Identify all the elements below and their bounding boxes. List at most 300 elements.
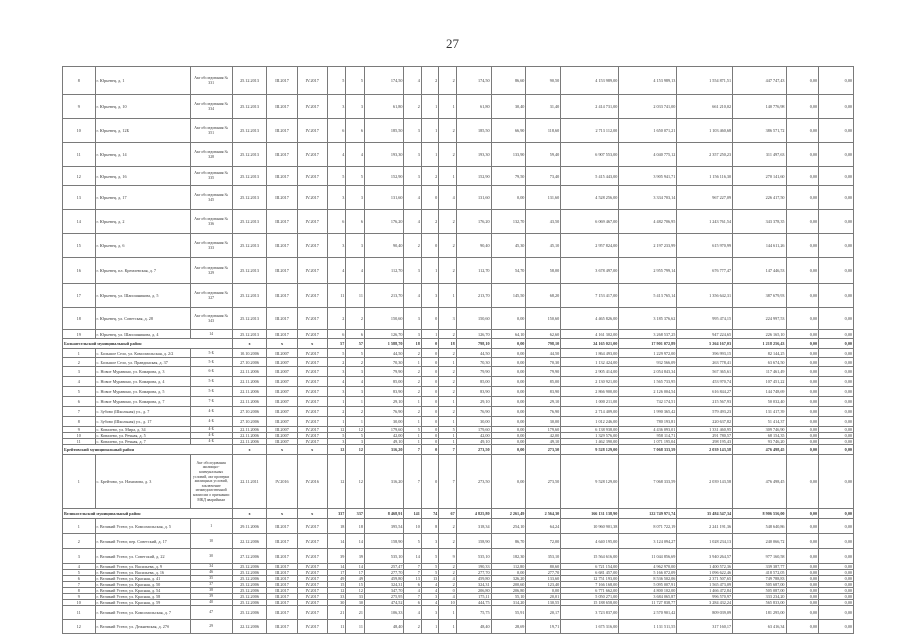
cell-area-3: 19,71 xyxy=(526,620,561,634)
section-cell-count-a: 57 xyxy=(327,339,346,349)
cell-area-1: 30,00 xyxy=(456,417,491,427)
cell-start-period: IV.2016 xyxy=(267,455,297,509)
cell-area-total: 324,31 xyxy=(364,582,403,588)
cell-area-3: 83,90 xyxy=(526,387,561,397)
cell-cost-5: 0,00 xyxy=(819,387,854,397)
cell-document-date: 25.12.2006 xyxy=(232,570,267,576)
cell-cost-2: 396 993,15 xyxy=(677,349,733,358)
table-row xyxy=(63,549,854,564)
cell-document-date: 25.12.2013 xyxy=(232,284,267,308)
cell-area-3: 273,50 xyxy=(526,455,561,509)
cell-area-3: 68,20 xyxy=(526,284,561,308)
cell-document-date: 25.12.2013 xyxy=(232,119,267,143)
cell-area-2: 0,00 xyxy=(491,377,526,387)
cell-area-1: 190,33 xyxy=(456,564,491,570)
cell-count-b: 4 xyxy=(346,143,365,167)
cell-cost-total: 2 130 921,00 xyxy=(561,377,619,387)
section-cell-cost-4: 0,00 xyxy=(786,509,819,519)
cell-cost-2: 2 241 191,36 xyxy=(677,519,733,534)
section-cell-cost-5: 0,00 xyxy=(819,445,854,455)
section-cell-cost-2: 2 039 143,58 xyxy=(677,445,733,455)
section-cell-count-d: 74 xyxy=(421,509,438,519)
cell-cost-5: 0,00 xyxy=(819,433,854,439)
cell-row-number: 8 xyxy=(63,67,96,95)
cell-address: г. Великий Устюг, ул. Комсомольская, д. 7 xyxy=(95,606,190,620)
cell-area-3: 179,60 xyxy=(526,427,561,433)
cell-row-number: 13 xyxy=(63,186,96,210)
table-body xyxy=(63,67,854,634)
cell-area-3: 79,90 xyxy=(526,367,561,377)
cell-cost-3: 93 746,20 xyxy=(733,439,786,445)
cell-count-c: 3 xyxy=(404,143,421,167)
cell-count-c: 4 xyxy=(404,588,421,594)
cell-area-total: 83,90 xyxy=(364,387,403,397)
cell-document-date: 22.11.2006 xyxy=(232,377,267,387)
section-cell-cost-1: 17 901 072,89 xyxy=(619,339,677,349)
cell-area-1: 49,10 xyxy=(456,439,491,445)
cell-document-date: 10.10.2006 xyxy=(232,349,267,358)
cell-address: с. Ковалево, ул. Речная, д. 7 xyxy=(95,439,190,445)
section-cell-area-1: 4 825,80 xyxy=(456,509,491,519)
cell-count-c: 6 xyxy=(404,582,421,588)
table-row xyxy=(63,367,854,377)
cell-count-e: 2 xyxy=(439,349,456,358)
cell-area-2: 0,00 xyxy=(491,186,526,210)
cell-document-date: 25.12.2013 xyxy=(232,258,267,284)
cell-cost-5: 0,00 xyxy=(819,308,854,330)
cell-address: г. Юрьевец, д. 14 xyxy=(95,143,190,167)
section-cell-cost-total: 9 528 129,00 xyxy=(561,445,619,455)
cell-cost-1: 2 197 233,99 xyxy=(619,234,677,258)
cell-count-a: 3 xyxy=(327,367,346,377)
cell-cost-2: 1 028 234,13 xyxy=(677,534,733,549)
cell-start-period: III.2017 xyxy=(267,588,297,594)
cell-cost-3: 63 416,34 xyxy=(733,620,786,634)
cell-area-2: 0,00 xyxy=(491,358,526,367)
cell-cost-3: 309 746,90 xyxy=(733,427,786,433)
cell-cost-3: 144 611,26 xyxy=(733,234,786,258)
cell-document-date: 27.10.2006 xyxy=(232,407,267,417)
cell-area-2: 133,90 xyxy=(491,143,526,167)
cell-end-period: IV.2017 xyxy=(297,397,327,407)
cell-start-period: III.2017 xyxy=(267,234,297,258)
cell-cost-5: 0,00 xyxy=(819,119,854,143)
cell-count-c: 2 xyxy=(404,377,421,387)
cell-cost-total: 1 864 493,00 xyxy=(561,349,619,358)
cell-document-date: 25.12.2013 xyxy=(232,143,267,167)
cell-area-total: 395,54 xyxy=(364,519,403,534)
section-cell-count-c: 7 xyxy=(404,445,421,455)
cell-area-3: 45,10 xyxy=(526,234,561,258)
cell-end-period: IV.2017 xyxy=(297,427,327,433)
cell-cost-4: 0,00 xyxy=(786,534,819,549)
cell-cost-1: 3 185 376,62 xyxy=(619,308,677,330)
cell-count-c: 1 xyxy=(404,358,421,367)
cell-count-d: 0 xyxy=(421,186,438,210)
cell-count-d: 0 xyxy=(421,417,438,427)
section-cell-document-date: x xyxy=(232,509,267,519)
cell-count-b: 3 xyxy=(346,95,365,119)
cell-cost-3: 226 165,10 xyxy=(733,330,786,339)
cell-count-b: 1 xyxy=(346,397,365,407)
cell-area-2: 0,00 xyxy=(491,570,526,576)
cell-area-1: 193,30 xyxy=(456,143,491,167)
cell-row-number: 8 xyxy=(63,417,96,427)
cell-cost-1: 11 727 838,77 xyxy=(619,600,677,606)
cell-address: г. Юрьевец, ул. Советская, д. 28 xyxy=(95,308,190,330)
cell-area-2: 182,30 xyxy=(491,549,526,564)
cell-cost-total: 9 528 129,00 xyxy=(561,455,619,509)
cell-end-period: IV.2017 xyxy=(297,570,327,576)
cell-area-2: 66,90 xyxy=(491,119,526,143)
cell-area-2: 45,30 xyxy=(491,234,526,258)
cell-document-date: 22.11.2006 xyxy=(232,427,267,433)
section-cell-document-date: x xyxy=(232,445,267,455)
cell-document: 4-Б xyxy=(190,407,232,417)
cell-cost-5: 0,00 xyxy=(819,210,854,234)
cell-cost-4: 0,00 xyxy=(786,95,819,119)
cell-document-date: 25.12.2013 xyxy=(232,167,267,186)
cell-area-1: 176,20 xyxy=(456,210,491,234)
cell-cost-1: 1 229 972,00 xyxy=(619,349,677,358)
cell-count-e: 2 xyxy=(439,407,456,417)
cell-area-3: 76,90 xyxy=(526,407,561,417)
cell-start-period: III.2007 xyxy=(267,427,297,433)
cell-count-c: 2 xyxy=(404,367,421,377)
table-row xyxy=(63,606,854,620)
cell-area-1: 42,00 xyxy=(456,433,491,439)
cell-count-c: 2 xyxy=(404,387,421,397)
cell-count-d: 5 xyxy=(421,549,438,564)
cell-cost-total: 4 161 302,00 xyxy=(561,330,619,339)
cell-cost-1: 1 131 511,55 xyxy=(619,620,677,634)
cell-cost-total: 10 960 901,38 xyxy=(561,519,619,534)
cell-cost-5: 0,00 xyxy=(819,564,854,570)
cell-document: Акт обследования № 343 xyxy=(190,308,232,330)
cell-area-3: 80,60 xyxy=(526,564,561,570)
cell-row-number: 10 xyxy=(63,119,96,143)
cell-document: 5-Б xyxy=(190,377,232,387)
cell-cost-2: 220 637,82 xyxy=(677,417,733,427)
cell-area-1: 273,50 xyxy=(456,455,491,509)
cell-address: с. Брейтово, ул. Нахимова, д. 3 xyxy=(95,455,190,509)
cell-area-3: 29,10 xyxy=(526,397,561,407)
cell-area-3: 31,40 xyxy=(526,95,561,119)
cell-cost-1: 2 955 799,14 xyxy=(619,258,677,284)
cell-address: с. Ковалево, ул. Мира, д. 34 xyxy=(95,427,190,433)
cell-area-total: 277,70 xyxy=(364,570,403,576)
section-cell-area-2: 0,00 xyxy=(491,445,526,455)
cell-cost-3: 51 414,37 xyxy=(733,417,786,427)
cell-count-b: 3 xyxy=(346,367,365,377)
cell-row-number: 4 xyxy=(63,377,96,387)
cell-cost-4: 0,00 xyxy=(786,210,819,234)
cell-end-period: IV.2017 xyxy=(297,620,327,634)
cell-row-number: 10 xyxy=(63,600,96,606)
section-cell-cost-2: 35 484 547,34 xyxy=(677,509,733,519)
cell-cost-5: 0,00 xyxy=(819,67,854,95)
cell-cost-4: 0,00 xyxy=(786,582,819,588)
cell-count-a: 6 xyxy=(327,330,346,339)
cell-document: 35 xyxy=(190,576,232,582)
cell-count-d: 0 xyxy=(421,308,438,330)
cell-count-b: 5 xyxy=(346,433,365,439)
cell-start-period: III.2007 xyxy=(267,377,297,387)
cell-area-3: 123,40 xyxy=(526,582,561,588)
cell-count-b: 5 xyxy=(346,349,365,358)
cell-cost-5: 0,00 xyxy=(819,407,854,417)
cell-count-e: 2 xyxy=(439,210,456,234)
cell-count-d: 2 xyxy=(421,210,438,234)
cell-address: г. Великий Устюг, ул. Красная, д. 58 xyxy=(95,594,190,600)
cell-area-total: 131,60 xyxy=(364,186,403,210)
cell-area-total: 70,30 xyxy=(364,358,403,367)
section-cell-area-2: 2 261,49 xyxy=(491,509,526,519)
cell-area-total: 275,95 xyxy=(364,594,403,600)
cell-count-e: 2 xyxy=(439,258,456,284)
cell-document: Акт обследования № 336 xyxy=(190,210,232,234)
table-row xyxy=(63,455,854,509)
cell-row-number: 12 xyxy=(63,167,96,186)
cell-document: 7-Б xyxy=(190,397,232,407)
cell-area-total: 176,20 xyxy=(364,210,403,234)
table-row xyxy=(63,349,854,358)
cell-document-date: 27.12.2006 xyxy=(232,549,267,564)
cell-cost-1: 4 436 093,01 xyxy=(619,427,677,433)
cell-document-date: 29.11.2006 xyxy=(232,519,267,534)
cell-document: 10 xyxy=(190,534,232,549)
cell-cost-2: 616 844,27 xyxy=(677,387,733,397)
cell-cost-1: 5 413 765,14 xyxy=(619,284,677,308)
cell-document: Акт обследования жилищно-коммунальных условий, акт проверки жилищных условий, заключение межведомственной комиссии о признании МКД аварийным xyxy=(190,455,232,509)
cell-cost-5: 0,00 xyxy=(819,549,854,564)
cell-document-date: 25.12.2006 xyxy=(232,582,267,588)
section-cell-cost-total: 166 131 138,90 xyxy=(561,509,619,519)
cell-area-total: 44,50 xyxy=(364,349,403,358)
cell-cost-total: 2 905 414,00 xyxy=(561,367,619,377)
cell-area-2: 0,00 xyxy=(491,417,526,427)
cell-address: г. Великий Устюг, ул. Красная, д. 41 xyxy=(95,576,190,582)
cell-document-date: 25.12.2013 xyxy=(232,186,267,210)
cell-count-a: 5 xyxy=(327,433,346,439)
cell-cost-4: 0,00 xyxy=(786,427,819,433)
cell-area-3: 72,00 xyxy=(526,534,561,549)
cell-area-3: 70,30 xyxy=(526,358,561,367)
cell-area-2: 28,69 xyxy=(491,620,526,634)
cell-cost-3: 749 788,83 xyxy=(733,576,786,582)
cell-cost-1: 3 334 703,14 xyxy=(619,186,677,210)
cell-cost-4: 0,00 xyxy=(786,377,819,387)
cell-area-2: 0,00 xyxy=(491,349,526,358)
cell-count-c: 7 xyxy=(404,564,421,570)
cell-row-number: 12 xyxy=(63,620,96,634)
cell-row-number: 6 xyxy=(63,397,96,407)
cell-count-b: 21 xyxy=(346,606,365,620)
cell-cost-4: 0,00 xyxy=(786,620,819,634)
section-cell-area-3: 798,10 xyxy=(526,339,561,349)
section-cell-area-1: 798,10 xyxy=(456,339,491,349)
cell-area-1: 185,50 xyxy=(456,119,491,143)
cell-cost-4: 0,00 xyxy=(786,588,819,594)
cell-row-number: 5 xyxy=(63,387,96,397)
cell-cost-1: 1 071 195,04 xyxy=(619,439,677,445)
cell-cost-5: 0,00 xyxy=(819,358,854,367)
table-row xyxy=(63,143,854,167)
cell-count-e: 1 xyxy=(439,95,456,119)
cell-count-e: 1 xyxy=(439,417,456,427)
cell-count-d: 13 xyxy=(421,576,438,582)
table-row xyxy=(63,308,854,330)
cell-area-1: 85,00 xyxy=(456,377,491,387)
cell-cost-5: 0,00 xyxy=(819,455,854,509)
cell-area-3: 90,50 xyxy=(526,67,561,95)
cell-area-total: 61,80 xyxy=(364,95,403,119)
cell-start-period: III.2017 xyxy=(267,576,297,582)
cell-cost-3: 977 160,58 xyxy=(733,549,786,564)
cell-count-b: 6 xyxy=(346,210,365,234)
cell-document-date: 25.12.2006 xyxy=(232,594,267,600)
cell-area-3: 118,60 xyxy=(526,119,561,143)
section-cell-area-3: 2 564,30 xyxy=(526,509,561,519)
cell-count-b: 1 xyxy=(346,417,365,427)
cell-count-d: 4 xyxy=(421,600,438,606)
cell-address: с. Новое Муравино, ул. Комарова, д. 7 xyxy=(95,397,190,407)
cell-document: 14 xyxy=(190,330,232,339)
cell-start-period: III.2017 xyxy=(267,186,297,210)
cell-area-2: 326,20 xyxy=(491,576,526,582)
table-row xyxy=(63,330,854,339)
cell-cost-1: 780 193,81 xyxy=(619,417,677,427)
cell-cost-4: 0,00 xyxy=(786,600,819,606)
cell-row-number: 14 xyxy=(63,210,96,234)
cell-count-d: 1 xyxy=(421,143,438,167)
cell-count-d: 0 xyxy=(421,407,438,417)
cell-count-a: 4 xyxy=(327,258,346,284)
cell-area-1: 174,50 xyxy=(456,67,491,95)
section-cell-end-period: x xyxy=(297,339,327,349)
cell-count-a: 1 xyxy=(327,397,346,407)
cell-area-2: 254,10 xyxy=(491,519,526,534)
cell-count-b: 18 xyxy=(346,519,365,534)
cell-area-1: 61,80 xyxy=(456,95,491,119)
cell-cost-2: 263 778,41 xyxy=(677,358,733,367)
table-row xyxy=(63,417,854,427)
cell-area-2: 0,00 xyxy=(491,455,526,509)
cell-area-3: 73,40 xyxy=(526,167,561,186)
cell-document: 38 xyxy=(190,588,232,594)
cell-row-number: 17 xyxy=(63,284,96,308)
cell-cost-3: 505 687,00 xyxy=(733,582,786,588)
cell-document: 30 xyxy=(190,549,232,564)
cell-address: г. Великий Устюг, пер. Советский, д. 17 xyxy=(95,534,190,549)
cell-start-period: III.2017 xyxy=(267,330,297,339)
table-row xyxy=(63,407,854,417)
cell-count-b: 3 xyxy=(346,234,365,258)
cell-area-1: 277,70 xyxy=(456,570,491,576)
cell-cost-4: 0,00 xyxy=(786,606,819,620)
cell-cost-1: 2 033 741,00 xyxy=(619,95,677,119)
section-title: Брейтовский муниципальный район xyxy=(63,445,233,455)
cell-address: г. Великий Устюг, ул. Комсомольская, д. 5 xyxy=(95,519,190,534)
cell-cost-2: 661 210,02 xyxy=(677,95,733,119)
cell-count-a: 4 xyxy=(327,377,346,387)
cell-row-number: 11 xyxy=(63,439,96,445)
cell-area-2: 55,10 xyxy=(491,594,526,600)
cell-start-period: III.2017 xyxy=(267,620,297,634)
cell-area-2: 0,00 xyxy=(491,427,526,433)
cell-end-period: IV.2017 xyxy=(297,258,327,284)
cell-count-a: 33 xyxy=(327,594,346,600)
cell-count-a: 5 xyxy=(327,67,346,95)
cell-cost-4: 0,00 xyxy=(786,549,819,564)
section-cell-cost-1: 122 749 971,74 xyxy=(619,509,677,519)
cell-cost-3: 339 387,77 xyxy=(733,564,786,570)
section-cell-start-period: x xyxy=(267,509,297,519)
cell-count-b: 3 xyxy=(346,387,365,397)
cell-count-d: 0 xyxy=(421,358,438,367)
section-cell-cost-4: 0,00 xyxy=(786,445,819,455)
cell-area-total: 347,70 xyxy=(364,588,403,594)
table-row xyxy=(63,234,854,258)
cell-count-d: 1 xyxy=(421,95,438,119)
page-number: 27 xyxy=(446,36,459,51)
cell-area-1: 179,60 xyxy=(456,427,491,433)
cell-cost-1: 4 040 775,12 xyxy=(619,143,677,167)
table-row xyxy=(63,67,854,95)
cell-cost-total: 4 640 195,00 xyxy=(561,534,619,549)
table-row xyxy=(63,397,854,407)
cell-count-a: 21 xyxy=(327,606,346,620)
section-cell-count-c: 18 xyxy=(404,339,421,349)
table-row xyxy=(63,534,854,549)
cell-cost-5: 0,00 xyxy=(819,349,854,358)
cell-cost-5: 0,00 xyxy=(819,594,854,600)
cell-count-e: 4 xyxy=(439,576,456,582)
cell-area-total: 150,60 xyxy=(364,308,403,330)
cell-area-total: 30,00 xyxy=(364,417,403,427)
cell-area-2: 79,50 xyxy=(491,167,526,186)
cell-document: Акт обследования № 328 xyxy=(190,143,232,167)
cell-cost-2: 3 940 264,57 xyxy=(677,549,733,564)
cell-cost-5: 0,00 xyxy=(819,588,854,594)
cell-cost-total: 1 000 211,00 xyxy=(561,397,619,407)
cell-cost-4: 0,00 xyxy=(786,519,819,534)
cell-area-2: 0,00 xyxy=(491,433,526,439)
cell-count-c: 4 xyxy=(404,210,421,234)
section-cell-area-2: 0,00 xyxy=(491,339,526,349)
cell-cost-total: 3 723 837,00 xyxy=(561,606,619,620)
cell-count-d: 0 xyxy=(421,455,438,509)
cell-cost-1: 742 174,51 xyxy=(619,397,677,407)
cell-start-period: III.2017 xyxy=(267,308,297,330)
cell-address: г. Юрьевец, д. 16 xyxy=(95,167,190,186)
cell-count-e: 3 xyxy=(439,308,456,330)
cell-cost-3: 386 571,72 xyxy=(733,119,786,143)
cell-cost-2: 1 356 642,31 xyxy=(677,284,733,308)
cell-row-number: 9 xyxy=(63,594,96,600)
section-cell-cost-3: 8 906 556,00 xyxy=(733,509,786,519)
cell-count-b: 3 xyxy=(346,439,365,445)
cell-area-3: 150,60 xyxy=(526,308,561,330)
cell-count-a: 2 xyxy=(327,407,346,417)
cell-start-period: III.2017 xyxy=(267,534,297,549)
section-cell-cost-total: 24 165 021,00 xyxy=(561,339,619,349)
cell-area-total: 152,90 xyxy=(364,167,403,186)
cell-count-c: 4 xyxy=(404,67,421,95)
cell-document: 4-Б xyxy=(190,439,232,445)
cell-count-c: 4 xyxy=(404,186,421,210)
cell-count-d: 1 xyxy=(421,258,438,284)
